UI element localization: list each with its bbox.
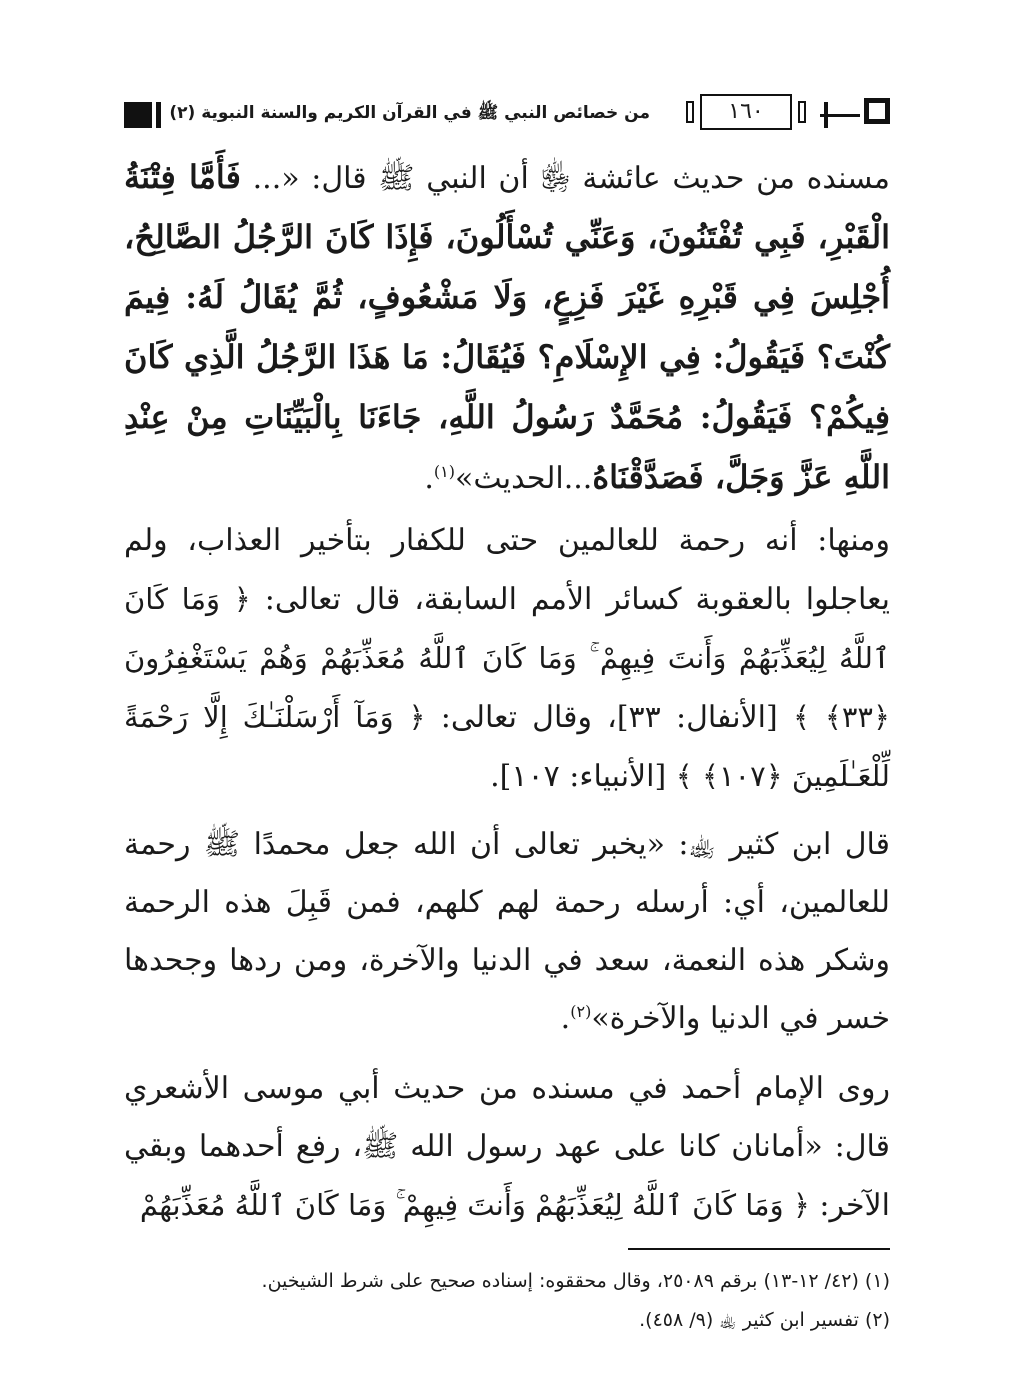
paragraph-2 <box>124 512 890 806</box>
footnote-2: (٢) تفسير ابن كثير ﵀ (٩/ ٤٥٨). <box>639 1309 890 1331</box>
paragraph-4 <box>124 1060 890 1235</box>
hadith-tail: ...الحديث» <box>454 461 593 496</box>
footnote-separator <box>628 1248 890 1250</box>
quran-ref-anbiya: [الأنبياء: ١٠٧]. <box>490 759 676 794</box>
paragraph-end: . <box>560 1001 571 1036</box>
paragraph-4-text <box>124 1060 890 1235</box>
hadith-quote: فَأَمَّا فِتْنَةُ الْقَبْرِ، فَبِي تُفْتَنُونَ، وَعَنِّي تُسْأَلُونَ، فَإِذَا كَانَ الرَّجُلُ الصَّالِحُ، أُجْلِسَ فِي قَبْرِهِ غَيْرَ فَزِعٍ، وَلَا مَشْعُوفٍ، ثُمَّ يُقَالُ لَهُ: فِيمَ كُنْتَ؟ فَيَقُولُ: فِي الإِسْلَامِ؟ فَيُقَالُ: مَا هَذَا الرَّجُلُ الَّذِي كَانَ فِيكُمْ؟ فَيَقُولُ: مُحَمَّدٌ رَسُولُ اللَّهِ، جَاءَنَا بِالْبَيِّنَاتِ مِنْ عِنْدِ اللَّهِ عَزَّ وَجَلَّ، فَصَدَّقْنَاهُ <box>124 158 891 496</box>
quran-verse-partial: ﴿ وَمَا كَانَ ٱللَّهُ لِيُعَذِّبَهُمْ وَأَنتَ فِيهِمْ ۚ وَمَا كَانَ ٱللَّهُ مُعَذِّبَهُمْ <box>139 1188 810 1222</box>
ibn-kathir-quote: قال ابن كثير ﵀: «يخبر تعالى أن الله جعل محمدًا ﷺ رحمة للعالمين، أي: أرسله رحمة لهم كلهم، فمن قَبِلَ هذه الرحمة وشكر هذه النعمة، سعد في الدنيا والآخرة، ومن ردها وجحدها خسر في الدنيا والآخرة» <box>124 827 890 1036</box>
paragraph-1-text <box>124 148 890 508</box>
quran-verse-anbiya: ﴿ وَمَآ أَرْسَلْنَـٰكَ إِلَّا رَحْمَةً لِّلْعَـٰلَمِينَ ﴿١٠٧﴾ ﴾ <box>124 700 890 793</box>
quran-ref-anfal: [الأنفال: ٣٣]، وقال تعالى: <box>425 700 793 735</box>
hadith-intro: مسنده من حديث عائشة ﵂ أن النبي ﷺ قال: «... <box>240 161 890 196</box>
footnotes <box>124 1262 890 1340</box>
running-header <box>124 94 890 138</box>
header-ornament-square <box>864 98 890 124</box>
header-ornament-bar <box>824 102 828 128</box>
paragraph-2-lead: ومنها: أنه رحمة للعالمين حتى للكفار بتأخير العذاب، ولم يعاجلوا بالعقوبة كسائر الأمم السابقة، قال تعالى: <box>124 523 891 617</box>
header-ornament-block <box>124 102 152 128</box>
paragraph-3 <box>124 816 890 1048</box>
footnote-ref-1: (١) <box>433 462 455 481</box>
footnote-ref-2: (٢) <box>570 1002 592 1021</box>
paragraph-end: . <box>424 461 434 496</box>
footnote-1: (١) (٤٢/ ١٢-١٣) برقم ٢٥٠٨٩، وقال محققوه: إسناده صحيح على شرط الشيخين. <box>261 1270 890 1292</box>
paragraph-2-text <box>124 512 890 806</box>
page-number: ١٦٠ <box>700 94 792 130</box>
quran-verse-anfal: ﴿ وَمَا كَانَ ٱللَّهُ لِيُعَذِّبَهُمْ وَأَنتَ فِيهِمْ ۚ وَمَا كَانَ ٱللَّهُ مُعَذِّبَهُمْ وَهُمْ يَسْتَغْفِرُونَ ﴿٣٣﴾ ﴾ <box>124 582 891 734</box>
header-title: من خصائص النبي ﷺ في القرآن الكريم والسنة النبوية (٢) <box>161 98 658 128</box>
paragraph-1 <box>124 148 890 508</box>
paragraph-3-text <box>124 816 890 1048</box>
paragraph-4-lead: روى الإمام أحمد في مسنده من حديث أبي موسى الأشعري قال: «أمانان كانا على عهد رسول الله ﷺ، رفع أحدهما وبقي الآخر: <box>124 1071 890 1223</box>
